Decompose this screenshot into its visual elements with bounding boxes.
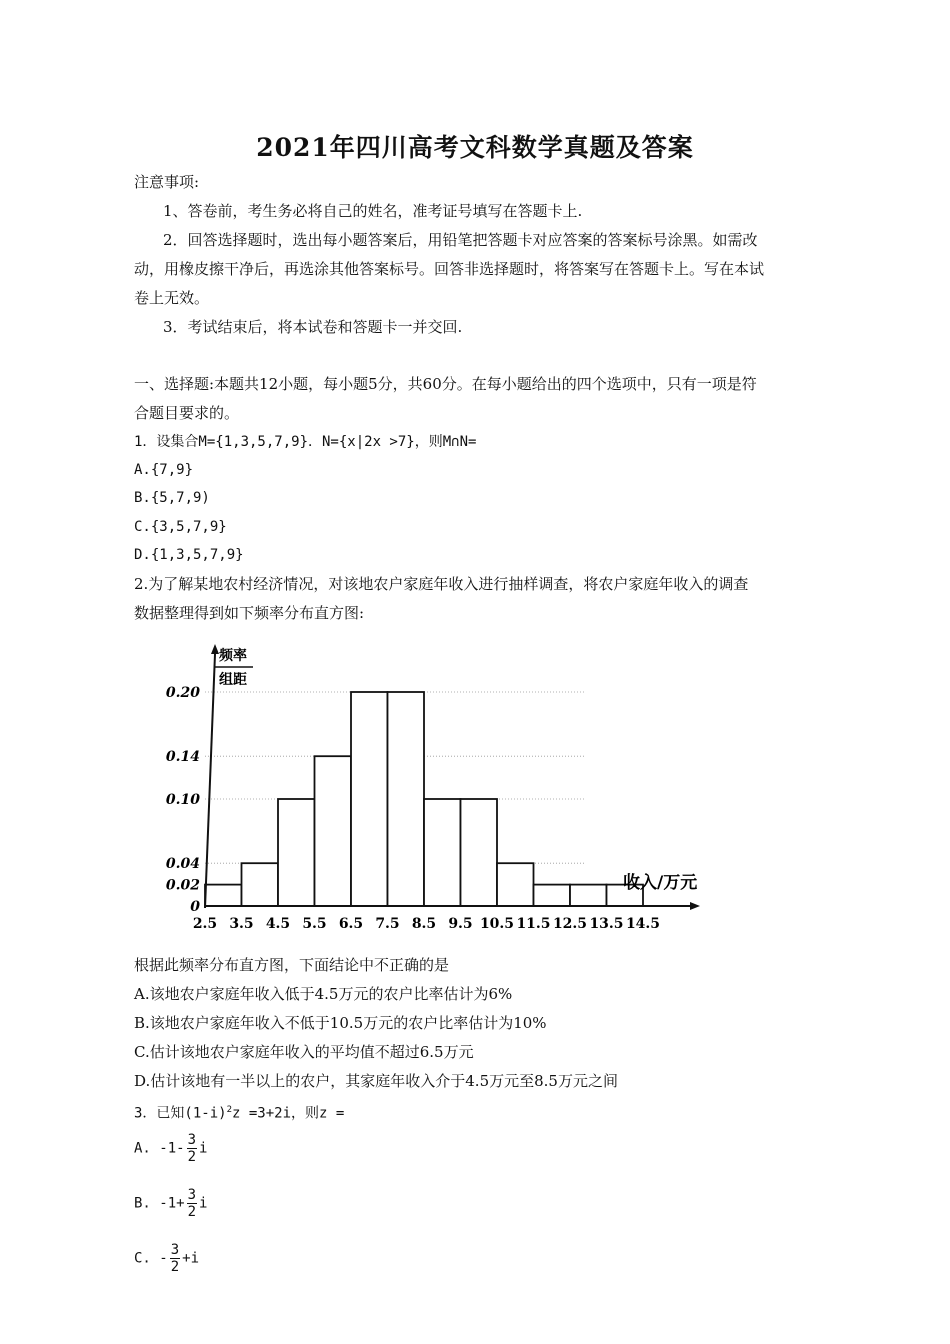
y-axis-label-top: 频率 — [219, 648, 247, 664]
histogram-bar — [205, 885, 242, 906]
histogram-bar — [388, 692, 425, 906]
histogram-bar — [497, 863, 534, 906]
fraction — [187, 1132, 197, 1165]
x-tick-label: 5.5 — [302, 916, 327, 932]
x-tick-label: 6.5 — [338, 916, 364, 932]
q3-stem-post: z =3+2i，则z = — [232, 1105, 345, 1122]
notice-item-3: 3．考试结束后，将本试卷和答题卡一并交回. — [163, 318, 463, 336]
x-axis-arrow — [690, 902, 700, 910]
fraction — [187, 1187, 197, 1220]
y-tick-label: 0.14 — [165, 749, 200, 766]
histogram-bar — [315, 756, 352, 906]
histogram-bar — [242, 863, 279, 906]
fraction-denominator: 2 — [187, 1204, 197, 1220]
x-tick-label: 11.5 — [516, 916, 551, 932]
notice-item-1: 1、答卷前，考生务必将自己的姓名，准考证号填写在答题卡上. — [163, 202, 583, 220]
notice-item-2-line-1: 2．回答选择题时，选出每小题答案后，用铅笔把答题卡对应答案的答案标号涂黑。如需改 — [163, 231, 758, 249]
fraction-numerator: 3 — [187, 1187, 197, 1203]
fraction-numerator: 3 — [187, 1132, 197, 1148]
q2-option-b: B.该地农户家庭年收入不低于10.5万元的农户比率估计为10% — [134, 1014, 547, 1032]
histogram-bar — [278, 799, 315, 906]
q1-option-d: D.{1,3,5,7,9} — [134, 547, 244, 563]
x-tick-label: 14.5 — [625, 916, 661, 932]
histogram-chart — [165, 640, 725, 940]
q3-option-a — [134, 1132, 207, 1165]
section-intro-line-2: 合题目要求的。 — [134, 404, 240, 422]
q2-stem-line-1: 2.为了解某地农村经济情况，对该地农户家庭年收入进行抽样调查，将农户家庭年收入的调查 — [134, 575, 749, 593]
x-tick-label: 9.5 — [448, 916, 473, 932]
q1-option-a: A.{7,9} — [134, 462, 194, 478]
notice-heading: 注意事项: — [134, 173, 200, 191]
q3-option-a-suffix: i — [199, 1140, 208, 1157]
q2-option-d: D.估计该地有一半以上的农户，其家庭年收入介于4.5万元至8.5万元之间 — [134, 1072, 618, 1090]
fraction-numerator: 3 — [170, 1242, 180, 1258]
q3-stem — [134, 1100, 344, 1124]
x-tick-label: 4.5 — [265, 916, 291, 932]
x-tick-label: 2.5 — [192, 916, 218, 932]
y-tick-label: 0.20 — [165, 685, 200, 701]
fraction — [170, 1242, 180, 1275]
q2-stem-line-2: 数据整理得到如下频率分布直方图: — [134, 604, 365, 622]
y-tick-label: 0 — [190, 899, 200, 915]
fraction-denominator: 2 — [170, 1259, 180, 1275]
q1-option-b: B.{5,7,9) — [134, 490, 210, 506]
histogram-bar — [351, 692, 388, 906]
histogram-bar — [424, 799, 461, 906]
x-axis-label: 收入/万元 — [623, 873, 698, 893]
q1-stem: 1．设集合M={1,3,5,7,9}．N={x|2x >7}，则M∩N= — [134, 434, 477, 450]
q3-stem-pre: 3．已知(1-i) — [134, 1105, 227, 1122]
y-axis — [205, 654, 215, 908]
y-tick-label: 0.04 — [165, 856, 200, 873]
notice-item-2-line-2: 动，用橡皮擦干净后，再选涂其他答案标号。回答非选择题时，将答案写在答题卡上。写在本试 — [134, 260, 765, 278]
section-intro-line-1: 一、选择题:本题共12小题，每小题5分，共60分。在每小题给出的四个选项中，只有一项是符 — [134, 375, 757, 393]
q2-option-c: C.估计该地农户家庭年收入的平均值不超过6.5万元 — [134, 1043, 474, 1061]
q2-question: 根据此频率分布直方图，下面结论中不正确的是 — [134, 956, 450, 974]
q3-option-c — [134, 1242, 199, 1275]
y-axis-label-bottom: 组距 — [219, 672, 247, 688]
y-tick-label: 0.10 — [165, 792, 200, 808]
q1-option-c: C.{3,5,7,9} — [134, 519, 227, 535]
y-axis-arrow — [211, 644, 219, 654]
q3-option-c-suffix: +i — [182, 1250, 200, 1267]
notice-item-2-line-3: 卷上无效。 — [134, 289, 210, 307]
x-tick-label: 12.5 — [552, 916, 588, 932]
histogram-bar — [534, 885, 571, 906]
q2-option-a: A.该地农户家庭年收入低于4.5万元的农户比率估计为6% — [134, 985, 513, 1003]
y-tick-label: 0.02 — [165, 877, 200, 894]
x-tick-label: 10.5 — [479, 916, 515, 932]
x-tick-label: 8.5 — [411, 916, 437, 932]
q3-stem-exponent: 2 — [226, 1105, 232, 1115]
page-title: 2021年四川高考文科数学真题及答案 — [256, 133, 694, 162]
x-tick-label: 3.5 — [229, 916, 254, 932]
fraction-denominator: 2 — [187, 1149, 197, 1165]
histogram-bar — [461, 799, 498, 906]
histogram-bar — [570, 885, 607, 906]
q3-option-b-prefix: B. -1+ — [134, 1195, 185, 1212]
x-tick-label: 7.5 — [375, 916, 400, 932]
q3-option-a-prefix: A. -1- — [134, 1140, 185, 1157]
q3-option-b — [134, 1187, 207, 1220]
q3-option-b-suffix: i — [199, 1195, 208, 1212]
q3-option-c-prefix: C. - — [134, 1250, 168, 1267]
x-tick-label: 13.5 — [589, 916, 624, 932]
